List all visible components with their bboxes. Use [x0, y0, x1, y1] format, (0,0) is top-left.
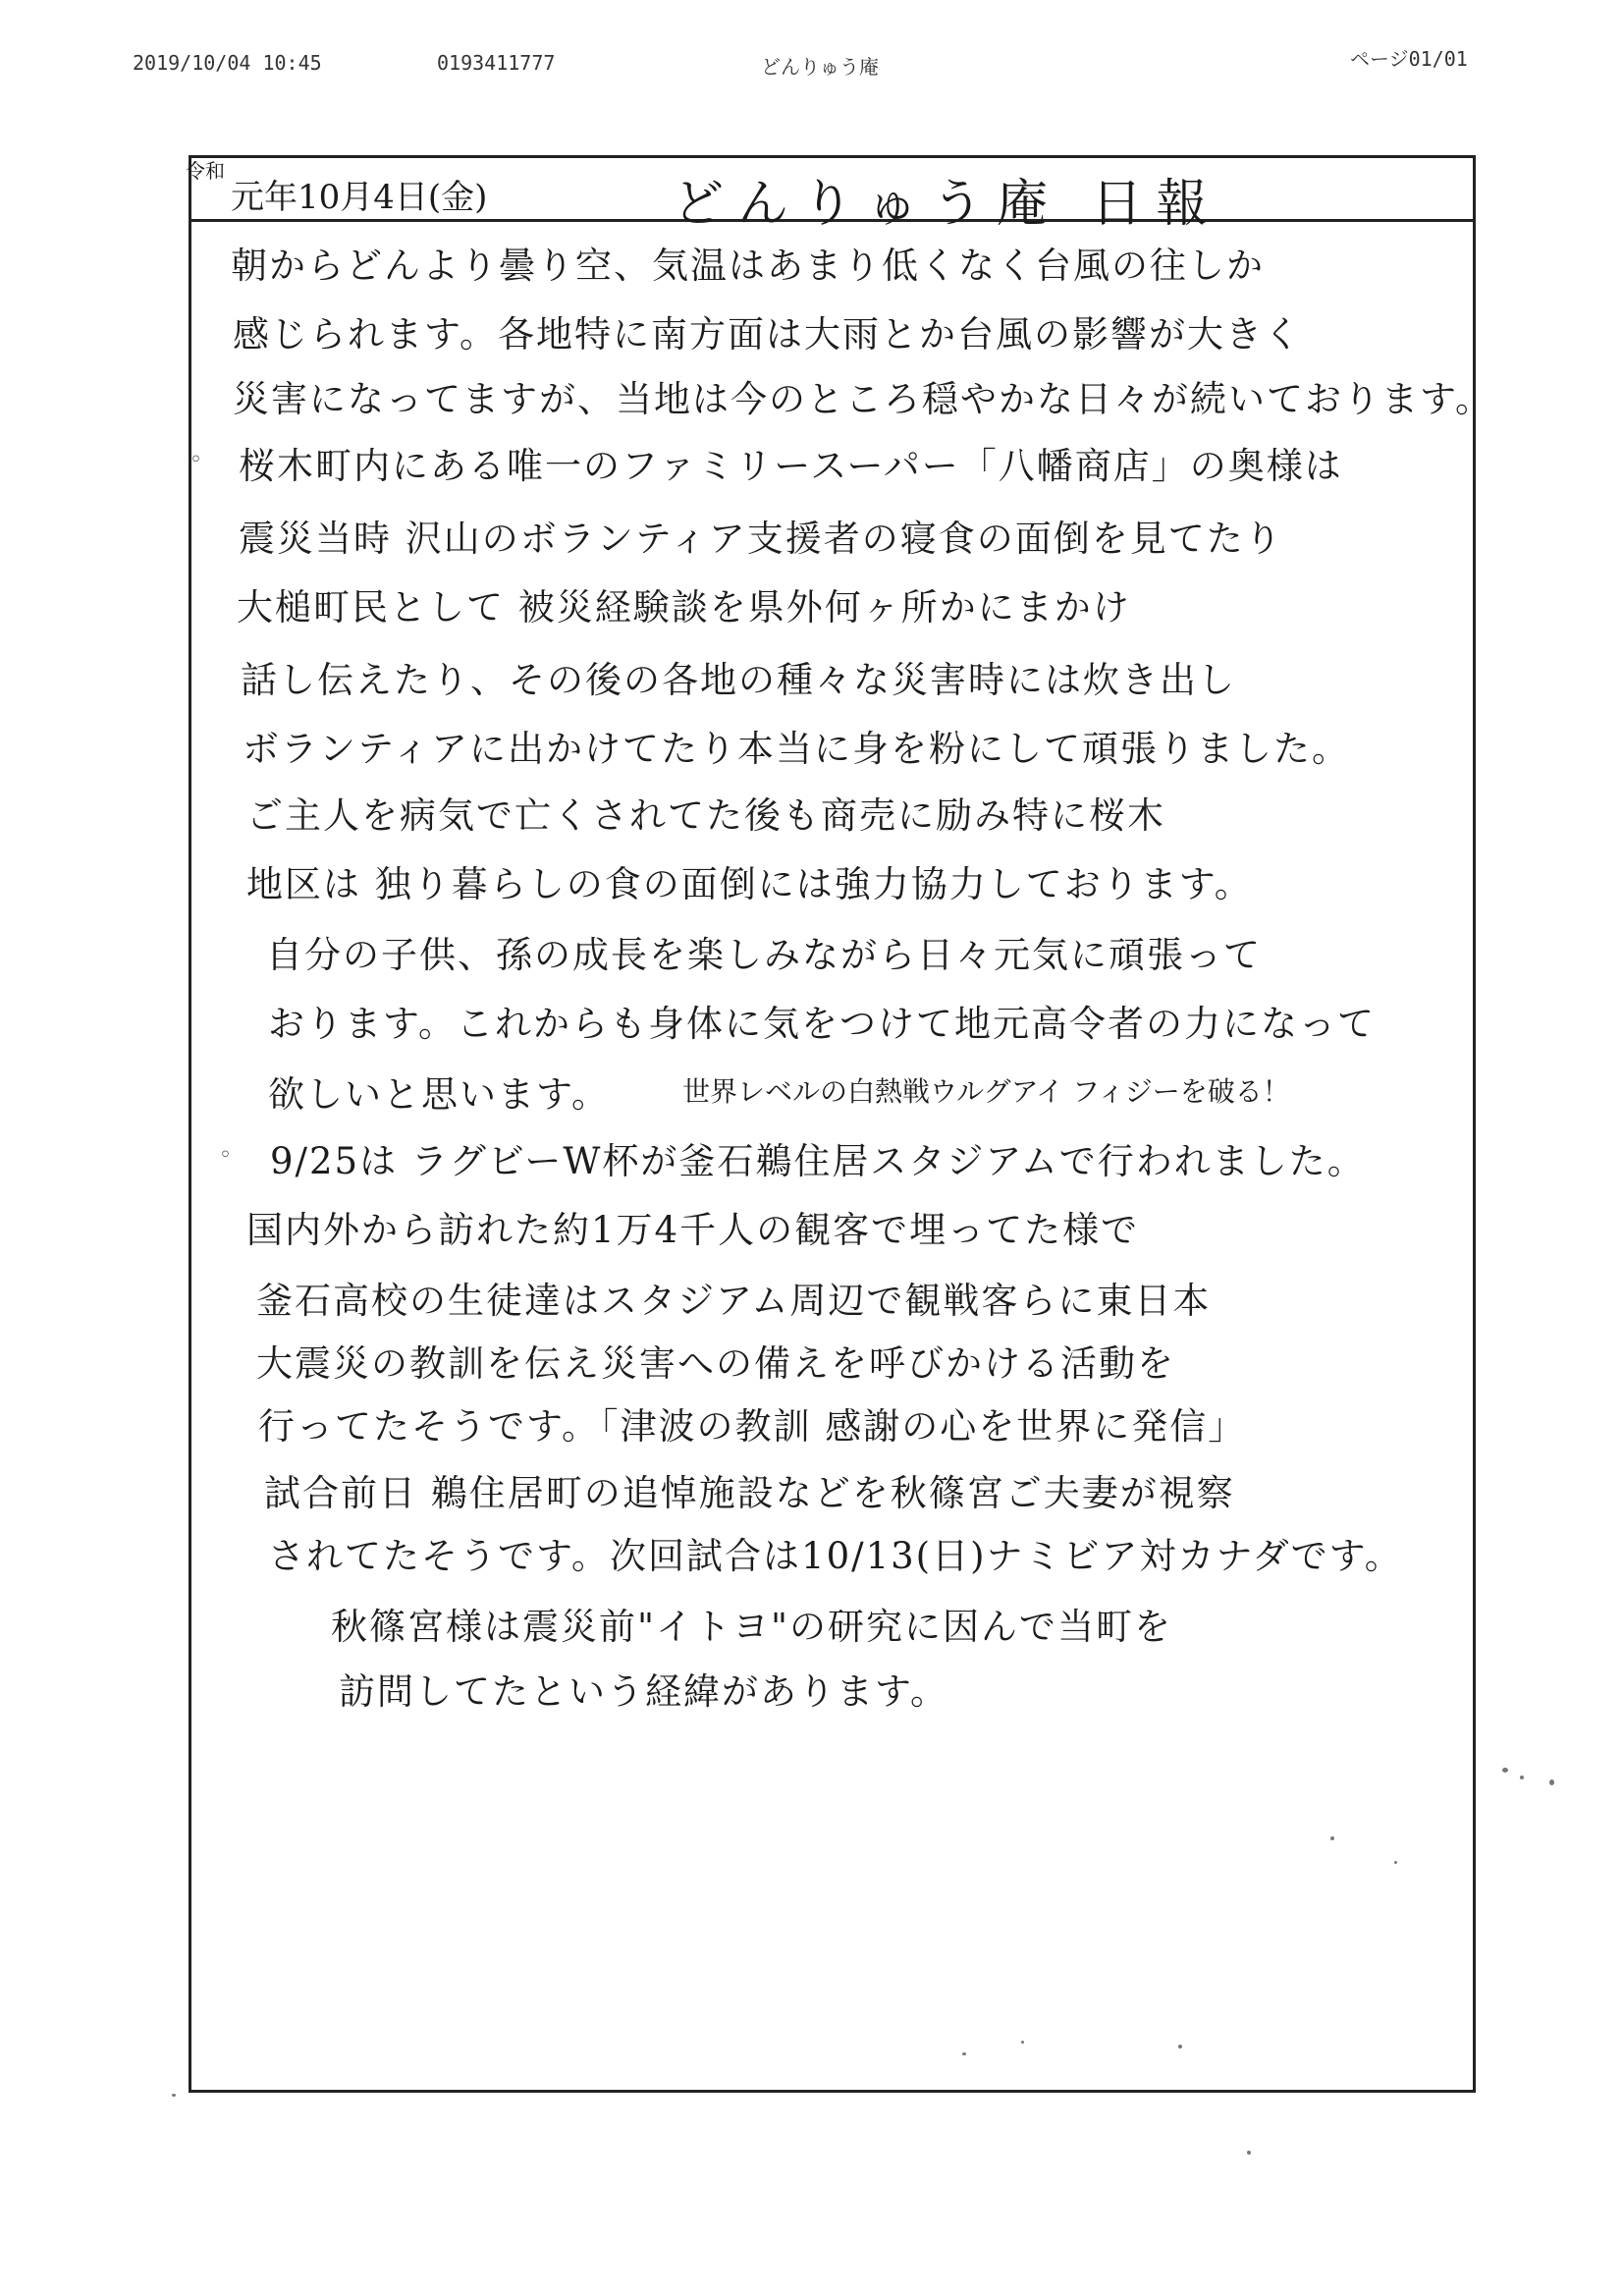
scan-noise — [1394, 1861, 1397, 1864]
body-line: 行ってたそうです。「津波の教訓 感謝の心を世界に発信」 — [258, 1405, 1247, 1448]
bullet-mark: ◦ — [189, 448, 202, 472]
body-line: 自分の子供、孫の成長を楽しみながら日々元気に頑張って — [266, 934, 1262, 976]
bullet-mark: ◦ — [219, 1143, 232, 1168]
fax-header — [0, 47, 1623, 90]
body-line: 感じられます。各地特に南方面は大雨とか台風の影響が大きく — [233, 313, 1303, 355]
fax-page-indicator: ページ01/01 — [1350, 47, 1468, 71]
body-line: 9/25は ラグビーW杯が釜石鵜住居スタジアムで行われました。 — [270, 1140, 1366, 1182]
body-line: 大槌町民として 被災経験談を県外何ヶ所かにまかけ — [237, 586, 1131, 629]
body-line: 訪問してたという経緯があります。 — [339, 1670, 949, 1713]
body-line: 国内外から訪れた約1万4千人の観客で埋ってた様で — [246, 1209, 1140, 1251]
body-line: ボランティアに出かけてたり本当に身を粉にして頑張りました。 — [243, 728, 1351, 770]
body-line: ご主人を病気で亡くされてた後も商売に励み特に桜木 — [246, 794, 1165, 837]
body-line: 秋篠宮様は震災前"イトヨ"の研究に因んで当町を — [331, 1606, 1173, 1648]
body-line: 欲しいと思います。 — [268, 1073, 611, 1116]
scan-noise — [172, 2094, 176, 2097]
body-line: 地区は 独り暮らしの食の面倒には強力協力しております。 — [246, 863, 1253, 905]
report-form — [186, 155, 1494, 2093]
body-line: 試合前日 鵜住居町の追悼施設などを秋篠宮ご夫妻が視察 — [264, 1472, 1235, 1514]
scan-noise — [1520, 1776, 1524, 1779]
scan-noise — [962, 2052, 966, 2055]
era-label: 令和 — [186, 159, 225, 183]
body-line: されてたそうです。次回試合は10/13(日)ナミビア対カナダです。 — [268, 1535, 1403, 1577]
report-title: どんりゅう庵 日報 — [673, 175, 1221, 234]
body-line: おります。これからも身体に気をつけて地元高令者の力になって — [268, 1003, 1377, 1045]
scan-noise — [1502, 1768, 1508, 1773]
report-date: 元年10月4日(金) — [231, 178, 488, 217]
report-title-row — [186, 155, 1473, 234]
scan-noise — [1021, 2041, 1024, 2044]
body-line: 大震災の教訓を伝え災害への備えを呼びかける活動を — [256, 1342, 1175, 1385]
body-line: 話し伝えたり、その後の各地の種々な災害時には炊き出し — [241, 659, 1236, 701]
fax-sender: どんりゅう庵 — [761, 55, 879, 79]
body-line: 朝からどんより曇り空、気温はあまり低くなく台風の往しか — [231, 245, 1265, 287]
scan-noise — [1178, 2045, 1182, 2049]
fax-number: 0193411777 — [437, 51, 556, 75]
scan-noise — [1247, 2151, 1251, 2155]
body-line: 災害になってますが、当地は今のところ穏やかな日々が続いております。 — [233, 378, 1494, 420]
body-line: 釜石高校の生徒達はスタジアム周辺で観戦客らに東日本 — [256, 1280, 1212, 1322]
body-line: 桜木町内にある唯一のファミリースーパー「八幡商店」の奥様は — [239, 445, 1343, 487]
scan-noise — [1549, 1779, 1554, 1785]
fax-datetime: 2019/10/04 10:45 — [133, 51, 322, 75]
scan-noise — [1330, 1836, 1334, 1840]
insert-note: 世界レベルの白熱戦ウルグアイ フィジーを破る！ — [682, 1075, 1290, 1108]
body-line: 震災当時 沢山のボランティア支援者の寝食の面倒を見てたり — [239, 518, 1283, 560]
